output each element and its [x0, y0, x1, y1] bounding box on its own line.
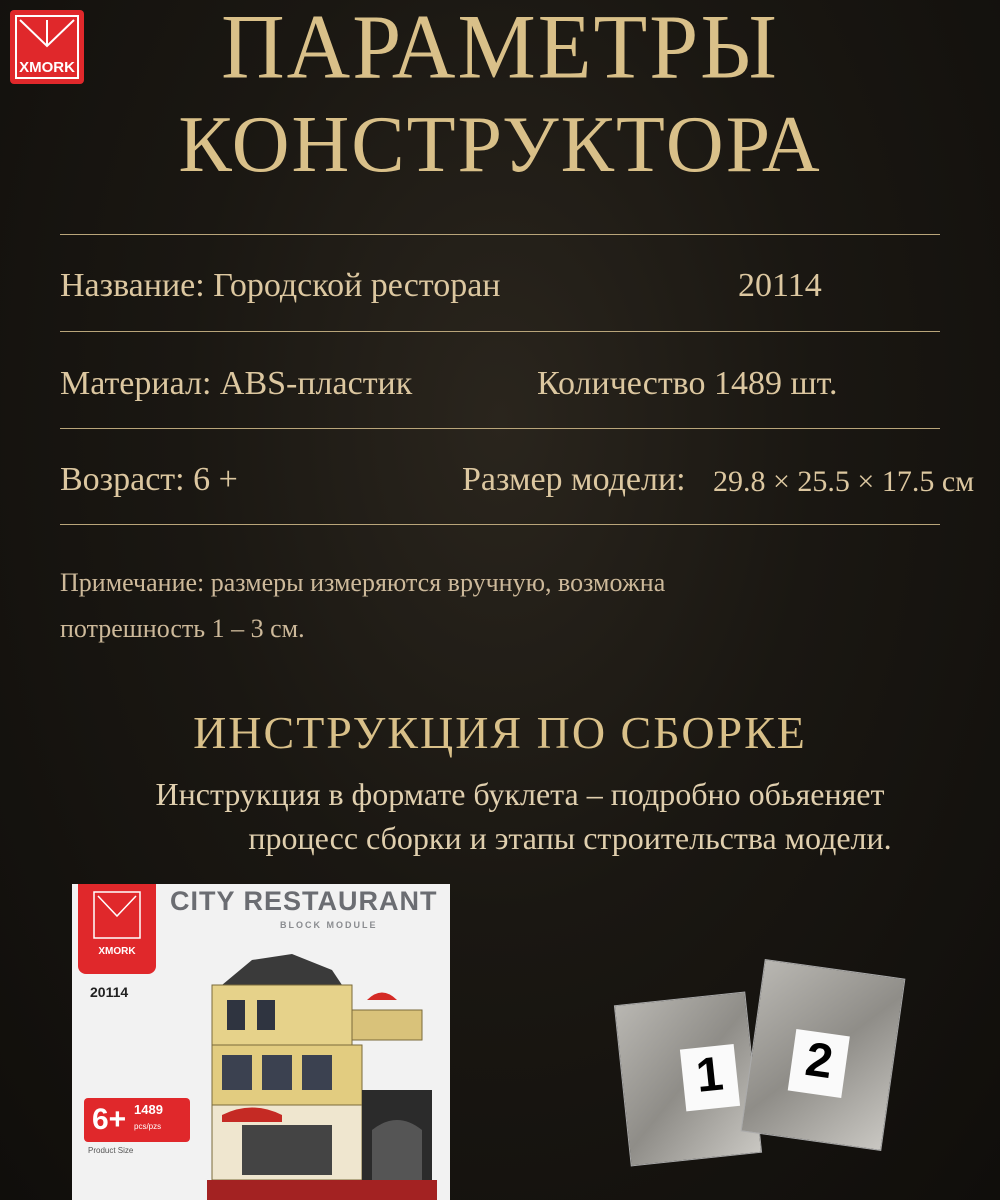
- spec-size-value: 29.8 × 25.5 × 17.5 см: [713, 465, 975, 498]
- bag-label-2: 2: [788, 1029, 850, 1098]
- pieces-count: 1489: [134, 1102, 163, 1117]
- note-line1: Примечание: размеры измеряются вручную, возможна: [60, 568, 666, 597]
- age-badge: [84, 1098, 190, 1142]
- svg-text:XMORK: XMORK: [19, 59, 75, 76]
- box-brand-text: XMORK: [98, 946, 136, 957]
- section-line1: Инструкция в формате буклета – подробно обьяеняет: [155, 776, 885, 812]
- divider: [60, 234, 940, 235]
- page-title-line1: ПАРАМЕТРЫ: [221, 0, 779, 99]
- age-badge-text: 6+: [92, 1103, 127, 1136]
- building-illustration: [192, 940, 450, 1200]
- box-subtitle: BLOCK MODULE: [280, 920, 378, 930]
- box-number: 20114: [90, 984, 129, 1000]
- box-title: CITY RESTAURANT: [170, 886, 438, 916]
- parts-bag-2: [741, 959, 906, 1151]
- product-size-label: Product Size: [88, 1146, 134, 1155]
- page-title-line2: КОНСТРУКТОРА: [178, 101, 822, 189]
- spec-size-label: Размер модели:: [462, 461, 686, 498]
- parts-bag-1: [614, 992, 762, 1167]
- divider: [60, 331, 940, 332]
- note-line2: потрешность 1 – 3 см.: [60, 614, 305, 643]
- divider: [60, 524, 940, 525]
- spec-age: Возраст: 6 +: [60, 461, 238, 498]
- spec-material: Материал: ABS-пластик: [60, 365, 413, 402]
- note: [60, 560, 900, 652]
- section-title: ИНСТРУКЦИЯ ПО СБОРКЕ: [193, 707, 807, 758]
- product-box-image: [72, 884, 450, 1200]
- bag-label-1: 1: [680, 1044, 740, 1111]
- spec-quantity: Количество 1489 шт.: [537, 365, 838, 402]
- section-line2: процесс сборки и этапы строительства модели.: [248, 820, 892, 856]
- spec-name: Название: Городской ресторан: [60, 267, 501, 304]
- box-brand-tag: [78, 884, 156, 974]
- box-logo-icon: [78, 884, 156, 944]
- section-description: [60, 772, 980, 860]
- divider: [60, 428, 940, 429]
- pieces-unit: pcs/pzs: [134, 1122, 162, 1131]
- spec-article: 20114: [738, 267, 822, 304]
